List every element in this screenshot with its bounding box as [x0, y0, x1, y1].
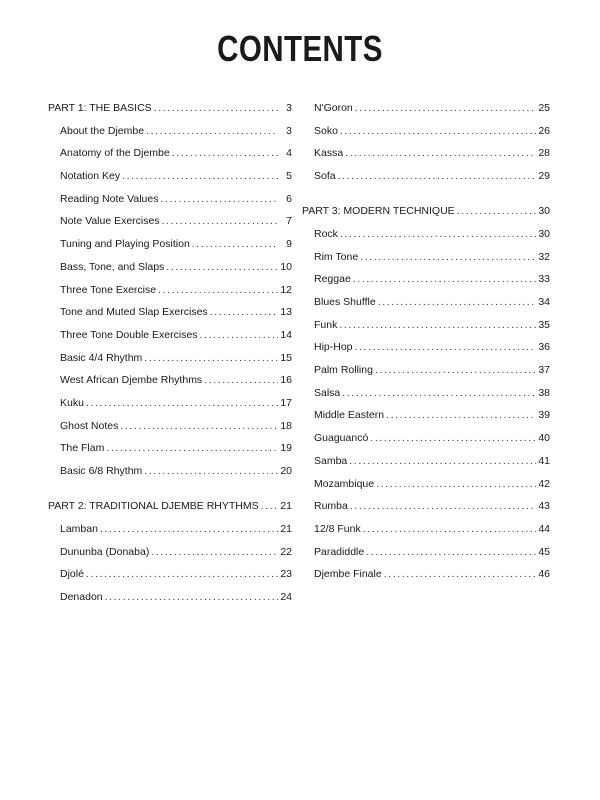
toc-entry-title: Basic 6/8 Rhythm [60, 465, 143, 477]
toc-entry [48, 188, 292, 211]
toc-entry [48, 301, 292, 324]
toc-leader-dots [366, 541, 536, 564]
toc-entry-title: Guaguancó [314, 432, 369, 445]
toc-entry-title: Rim Tone [314, 250, 359, 263]
toc-leader-dots [120, 415, 278, 438]
toc-part-heading [48, 97, 292, 120]
toc-leader-dots [86, 563, 278, 586]
toc-page-number: 43 [538, 500, 550, 513]
toc-entry-title: Note Value Exercises [60, 215, 160, 228]
toc-entry-title: Sofa [314, 170, 336, 183]
toc-entry [302, 223, 550, 246]
toc-leader-dots [144, 460, 278, 483]
toc-entry [48, 415, 292, 438]
toc-entry [48, 279, 292, 302]
toc-entry [302, 541, 550, 564]
toc-entry [48, 233, 292, 256]
toc-entry [302, 336, 550, 359]
toc-leader-dots [457, 200, 536, 223]
toc-page-number: 7 [286, 215, 292, 228]
toc-entry [302, 246, 550, 269]
toc-page-number: 40 [538, 432, 550, 445]
toc-leader-dots [192, 233, 278, 256]
toc-entry [48, 210, 292, 233]
toc-leader-dots [342, 382, 536, 405]
toc-page-number: 12 [280, 283, 292, 296]
toc-leader-dots [378, 291, 536, 314]
toc-page-number: 28 [538, 147, 550, 160]
toc-leader-dots [100, 518, 278, 541]
toc-leader-dots [384, 563, 536, 586]
toc-entry [48, 256, 292, 279]
toc-entry-title: Djolé [60, 568, 84, 581]
toc-page-number: 3 [286, 124, 292, 137]
toc-entry [48, 392, 292, 415]
toc-entry [48, 518, 292, 541]
toc-entry-title: Soko [314, 124, 338, 137]
toc-leader-dots [154, 97, 278, 120]
toc-entry [48, 586, 292, 609]
toc-page-number: 17 [280, 396, 292, 409]
toc-page-number: 22 [280, 545, 292, 558]
toc-page-number: 33 [538, 273, 550, 286]
toc-page-number: 16 [280, 374, 292, 387]
toc-part-heading [48, 495, 292, 518]
toc-page-number: 37 [538, 364, 550, 377]
toc-entry-title: Ghost Notes [60, 419, 119, 432]
toc-entry [48, 563, 292, 586]
toc-page-number: 30 [538, 205, 550, 218]
toc-entry [302, 120, 550, 143]
toc-entry-title: Hip-Hop [314, 341, 353, 354]
toc-entry-title: Mozambique [314, 477, 375, 490]
toc-page-number: 36 [538, 341, 550, 354]
toc-page-number: 19 [280, 442, 292, 455]
toc-leader-dots [355, 97, 536, 120]
toc-entry-title: Kassa [314, 147, 344, 160]
toc-leader-dots [146, 120, 278, 143]
toc-page-number: 5 [286, 170, 292, 183]
toc-entry [302, 563, 550, 586]
contents-right-column [302, 97, 550, 586]
toc-entry-title: Lamban [60, 522, 98, 535]
toc-leader-dots [350, 495, 536, 518]
page-title: CONTENTS [217, 28, 383, 69]
toc-leader-dots [339, 314, 536, 337]
toc-entry [48, 541, 292, 564]
toc-entry [48, 369, 292, 392]
toc-leader-dots [370, 427, 536, 450]
toc-entry-title: Paradiddle [314, 545, 365, 558]
toc-page-number: 32 [538, 250, 550, 263]
toc-entry-title: Denadon [60, 590, 103, 603]
toc-entry [302, 291, 550, 314]
toc-leader-dots [204, 369, 278, 392]
toc-leader-dots [151, 541, 278, 564]
toc-leader-dots [345, 142, 536, 165]
toc-page-number: 18 [280, 419, 292, 432]
toc-leader-dots [166, 256, 278, 279]
toc-entry [302, 450, 550, 473]
toc-page-number: 44 [538, 522, 550, 535]
toc-entry [302, 473, 550, 496]
toc-part-heading [302, 200, 550, 223]
toc-page-number: 34 [538, 296, 550, 308]
toc-entry-title: Anatomy of the Djembe [60, 147, 170, 160]
toc-entry [302, 382, 550, 405]
toc-entry-title: Tone and Muted Slap Exercises [60, 306, 208, 319]
toc-entry [302, 165, 550, 188]
toc-entry [302, 404, 550, 427]
toc-entry-title: Tuning and Playing Position [60, 238, 190, 251]
toc-entry-title: PART 1: THE BASICS [48, 102, 152, 114]
toc-page-number: 10 [280, 260, 292, 273]
toc-page-number: 39 [538, 409, 550, 422]
toc-entry [48, 120, 292, 143]
toc-entry-title: Funk [314, 318, 338, 331]
toc-page-number: 6 [286, 192, 292, 205]
toc-entry-title: N'Goron [314, 102, 353, 114]
toc-leader-dots [340, 223, 536, 246]
toc-leader-dots [122, 165, 278, 188]
toc-entry-title: West African Djembe Rhythms [60, 374, 203, 387]
toc-entry-title: Reggae [314, 273, 351, 286]
toc-leader-dots [340, 120, 536, 143]
toc-leader-dots [353, 268, 536, 291]
toc-entry-title: The Flam [60, 442, 105, 455]
toc-page-number: 21 [280, 522, 292, 535]
contents-left-column [48, 97, 292, 609]
toc-entry-title: 12/8 Funk [314, 522, 361, 535]
toc-entry-title: Rock [314, 227, 338, 240]
toc-page-number: 41 [538, 454, 550, 467]
toc-page-number: 3 [286, 102, 292, 114]
toc-leader-dots [363, 518, 536, 541]
toc-entry [302, 314, 550, 337]
toc-leader-dots [162, 210, 278, 233]
toc-leader-dots [210, 301, 278, 324]
toc-entry [48, 324, 292, 347]
toc-entry-title: Basic 4/4 Rhythm [60, 351, 143, 364]
toc-entry [302, 359, 550, 382]
toc-entry-title: Samba [314, 454, 348, 467]
toc-leader-dots [261, 495, 278, 518]
toc-page-number: 26 [538, 124, 550, 137]
toc-entry-title: Dununba (Donaba) [60, 545, 150, 558]
toc-page-number: 30 [538, 227, 550, 240]
toc-entry [302, 97, 550, 120]
toc-entry-title: Three Tone Exercise [60, 283, 157, 296]
toc-entry-title: Djembe Finale [314, 568, 382, 581]
toc-entry-title: Bass, Tone, and Slaps [60, 260, 165, 273]
toc-leader-dots [376, 473, 536, 496]
toc-entry-title: Middle Eastern [314, 409, 385, 422]
toc-page-number: 14 [280, 328, 292, 341]
toc-page-number: 21 [280, 500, 292, 513]
toc-leader-dots [349, 450, 536, 473]
toc-entry-title: PART 2: TRADITIONAL DJEMBE RHYTHMS [48, 500, 259, 513]
toc-page-number: 45 [538, 545, 550, 558]
toc-page-number: 29 [538, 170, 550, 183]
toc-leader-dots [172, 142, 278, 165]
toc-leader-dots [158, 279, 278, 302]
toc-entry [302, 518, 550, 541]
toc-entry [48, 165, 292, 188]
toc-page-number: 25 [538, 102, 550, 114]
toc-entry [48, 460, 292, 483]
toc-entry [48, 347, 292, 370]
toc-entry [48, 142, 292, 165]
toc-page-number: 46 [538, 568, 550, 581]
toc-entry-title: PART 3: MODERN TECHNIQUE [302, 205, 455, 218]
toc-page-number: 4 [286, 147, 292, 160]
toc-leader-dots [106, 437, 278, 460]
toc-leader-dots [355, 336, 536, 359]
toc-leader-dots [375, 359, 536, 382]
toc-leader-dots [86, 392, 278, 415]
toc-page-number: 15 [280, 351, 292, 364]
toc-entry [302, 427, 550, 450]
toc-leader-dots [105, 586, 278, 609]
toc-entry-title: Palm Rolling [314, 364, 373, 377]
toc-entry [302, 495, 550, 518]
toc-page-number: 20 [280, 465, 292, 477]
toc-entry-title: Blues Shuffle [314, 296, 376, 308]
toc-leader-dots [200, 324, 278, 347]
toc-page-number: 38 [538, 386, 550, 399]
toc-entry-title: Rumba [314, 500, 348, 513]
toc-page-number: 35 [538, 318, 550, 331]
toc-leader-dots [338, 165, 536, 188]
toc-entry-title: Kuku [60, 396, 84, 409]
toc-leader-dots [386, 404, 536, 427]
toc-entry [302, 142, 550, 165]
toc-leader-dots [144, 347, 278, 370]
toc-leader-dots [360, 246, 536, 269]
toc-page-number: 24 [280, 590, 292, 603]
toc-leader-dots [160, 188, 278, 211]
toc-entry-title: Notation Key [60, 170, 121, 183]
toc-entry [302, 268, 550, 291]
toc-entry-title: About the Djembe [60, 124, 145, 137]
toc-entry [48, 437, 292, 460]
toc-entry-title: Reading Note Values [60, 192, 159, 205]
toc-entry-title: Salsa [314, 386, 341, 399]
toc-page-number: 9 [286, 238, 292, 251]
toc-entry-title: Three Tone Double Exercises [60, 328, 198, 341]
toc-page-number: 23 [280, 568, 292, 581]
toc-page-number: 42 [538, 477, 550, 490]
toc-page-number: 13 [280, 306, 292, 319]
